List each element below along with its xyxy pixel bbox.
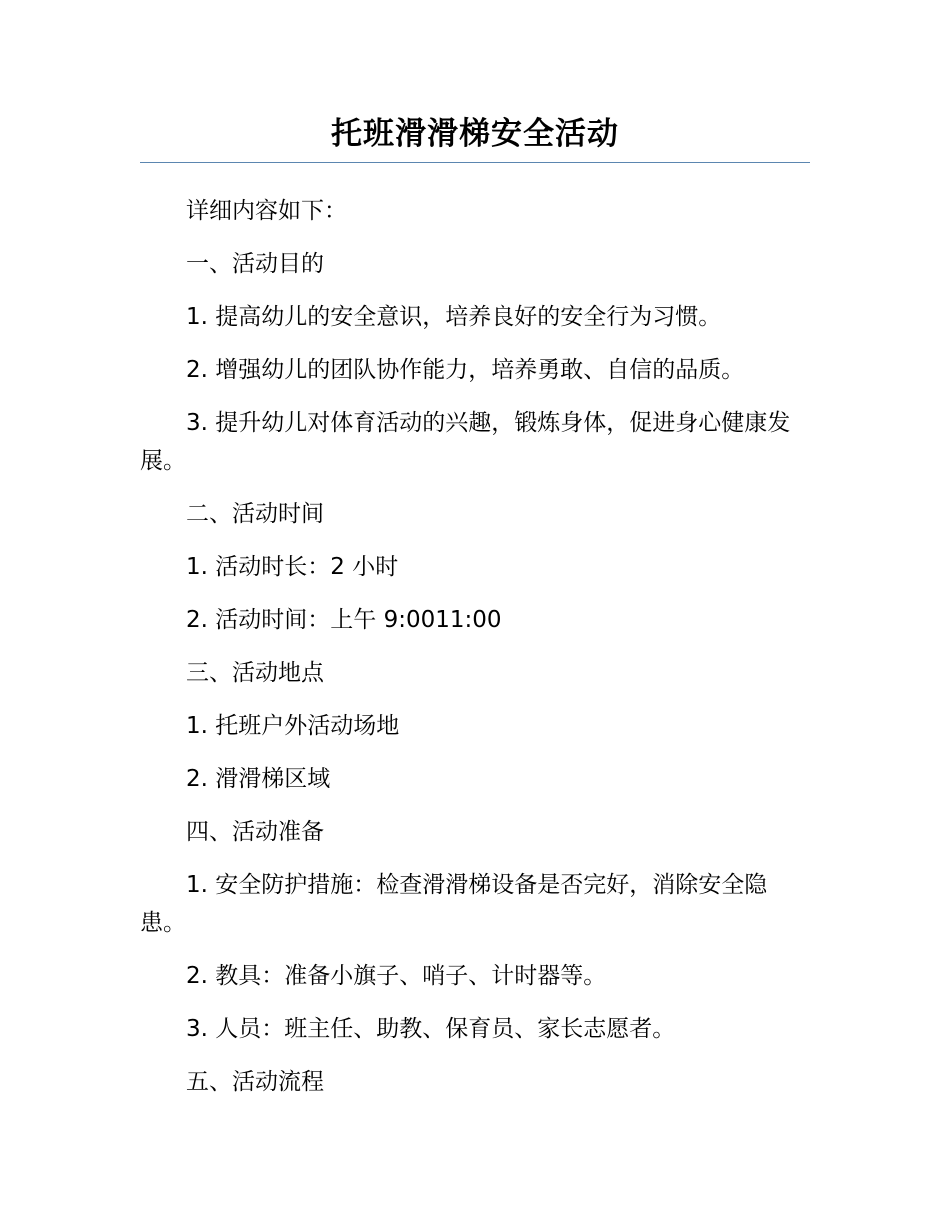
document-body (140, 192, 810, 1116)
intro-line: 详细内容如下： (186, 198, 347, 224)
purpose-item-3: 3. 提升幼儿对体育活动的兴趣，锻炼身体，促进身心健康发展。 (140, 410, 791, 474)
section-heading-location: 三、活动地点 (186, 660, 324, 686)
purpose-item-2: 2. 增强幼儿的团队协作能力，培养勇敢、自信的品质。 (186, 357, 745, 383)
document-title: 托班滑滑梯安全活动 (331, 116, 619, 152)
time-item-2: 2. 活动时间：上午 9:0011:00 (186, 607, 502, 633)
location-item-1: 1. 托班户外活动场地 (186, 713, 400, 739)
purpose-item-1: 1. 提高幼儿的安全意识，培养良好的安全行为习惯。 (186, 304, 722, 330)
preparation-item-3: 3. 人员：班主任、助教、保育员、家长志愿者。 (186, 1016, 676, 1042)
section-heading-time: 二、活动时间 (186, 501, 324, 527)
section-heading-process: 五、活动流程 (186, 1069, 324, 1095)
section-heading-preparation: 四、活动准备 (186, 819, 324, 845)
preparation-item-2: 2. 教具：准备小旗子、哨子、计时器等。 (186, 963, 607, 989)
section-heading-purpose: 一、活动目的 (186, 251, 324, 277)
preparation-item-1: 1. 安全防护措施：检查滑滑梯设备是否完好，消除安全隐患。 (140, 872, 768, 936)
location-item-2: 2. 滑滑梯区域 (186, 766, 331, 792)
time-item-1: 1. 活动时长：2 小时 (186, 554, 399, 580)
title-divider (140, 162, 810, 163)
